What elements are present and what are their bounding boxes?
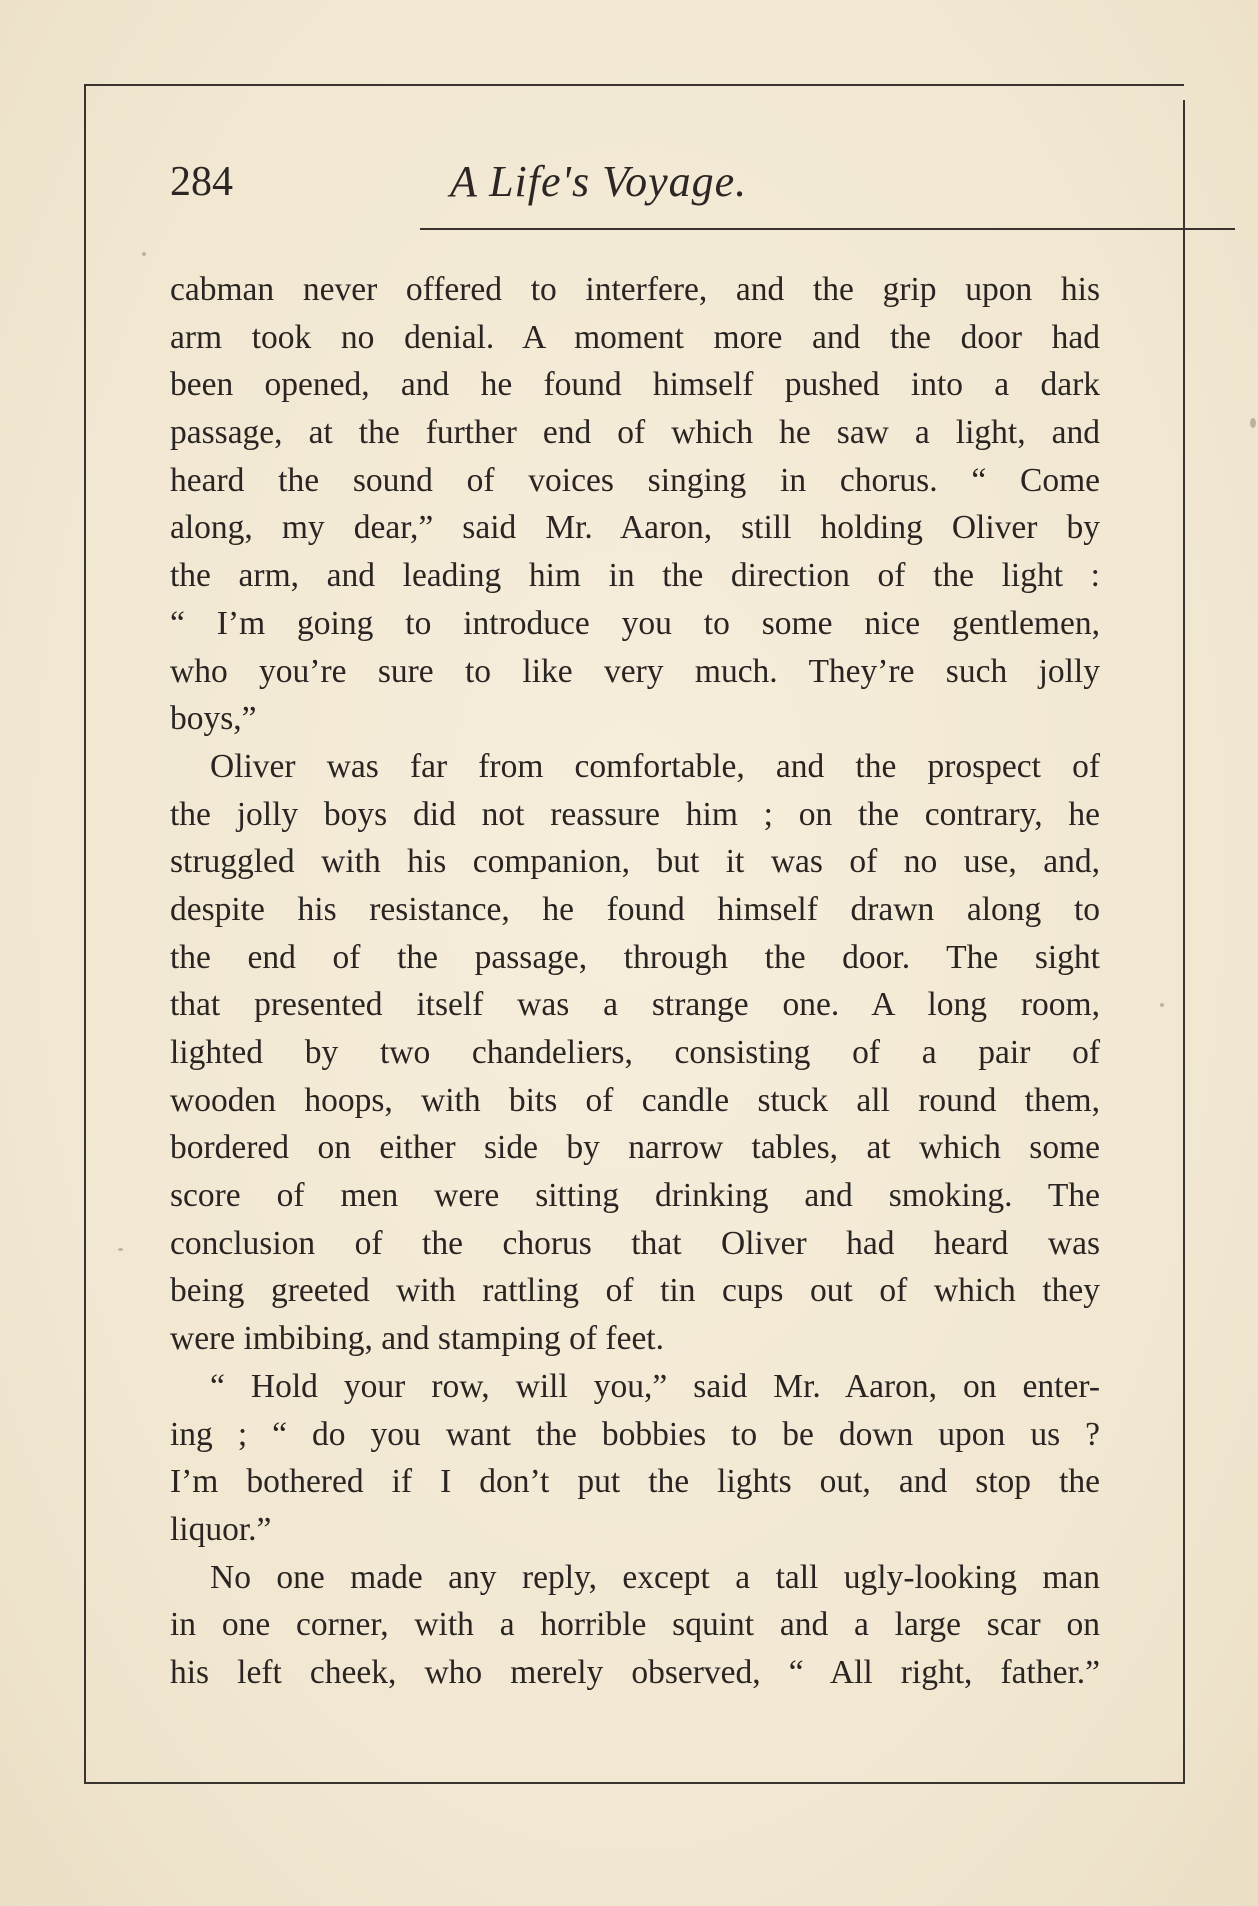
running-title: A Life's Voyage. xyxy=(450,157,748,206)
text-line: the end of the passage, through the door. The sight xyxy=(170,938,1100,976)
text-line: I’m bothered if I don’t put the lights out, and stop the xyxy=(170,1463,1100,1501)
paper-speck xyxy=(1160,1003,1164,1007)
text-line: cabman never offered to interfere, and the grip upon his xyxy=(170,271,1100,308)
text-line: boys,” xyxy=(170,700,257,738)
text-line: arm took no denial. A moment more and the door had xyxy=(170,318,1100,356)
text-line: wooden hoops, with bits of candle stuck all round them, xyxy=(170,1081,1100,1119)
text-line: been opened, and he found himself pushed into a dark xyxy=(170,366,1100,404)
text-line: score of men were sitting drinking and smoking. The xyxy=(170,1177,1100,1215)
text-line: heard the sound of voices singing in chorus. “ Come xyxy=(170,461,1100,499)
body-text xyxy=(170,266,1100,1697)
frame-border-top xyxy=(84,84,1184,86)
text-line: Oliver was far from comfortable, and the prospect of xyxy=(210,747,1100,785)
text-line: being greeted with rattling of tin cups out of which they xyxy=(170,1272,1100,1310)
text-line: “ I’m going to introduce you to some nice gentlemen, xyxy=(170,604,1100,642)
text-line: despite his resistance, he found himself drawn along to xyxy=(170,890,1100,928)
text-line: were imbibing, and stamping of feet. xyxy=(170,1320,664,1358)
paper-speck xyxy=(142,252,146,256)
header-rule xyxy=(420,228,1235,230)
frame-border-left xyxy=(84,84,86,1784)
frame-border-right xyxy=(1183,100,1185,1784)
text-line: in one corner, with a horrible squint and a large scar on xyxy=(170,1606,1100,1644)
text-line: struggled with his companion, but it was of no use, and, xyxy=(170,843,1100,881)
text-line: “ Hold your row, will you,” said Mr. Aaron, on enter- xyxy=(210,1367,1100,1405)
paper-speck xyxy=(118,1248,123,1251)
paper-speck xyxy=(1250,418,1256,428)
text-line: along, my dear,” said Mr. Aaron, still holding Oliver by xyxy=(170,509,1100,547)
text-line: conclusion of the chorus that Oliver had heard was xyxy=(170,1224,1100,1262)
text-line: ing ; “ do you want the bobbies to be down upon us ? xyxy=(170,1415,1100,1453)
page-number: 284 xyxy=(170,159,233,205)
text-line: passage, at the further end of which he saw a light, and xyxy=(170,414,1100,452)
text-line: No one made any reply, except a tall ugly-looking man xyxy=(210,1558,1100,1596)
text-line: the arm, and leading him in the direction of the light : xyxy=(170,557,1100,595)
text-line: the jolly boys did not reassure him ; on the contrary, he xyxy=(170,795,1100,833)
page-header xyxy=(170,152,1070,232)
text-line: liquor.” xyxy=(170,1510,272,1548)
text-line: who you’re sure to like very much. They’re such jolly xyxy=(170,652,1100,690)
text-line: lighted by two chandeliers, consisting of a pair of xyxy=(170,1034,1100,1071)
text-line: that presented itself was a strange one. A long room, xyxy=(170,986,1100,1024)
text-line: bordered on either side by narrow tables, at which some xyxy=(170,1129,1100,1167)
text-line: his left cheek, who merely observed, “ All right, father.” xyxy=(170,1653,1100,1691)
frame-border-bottom xyxy=(84,1782,1184,1784)
